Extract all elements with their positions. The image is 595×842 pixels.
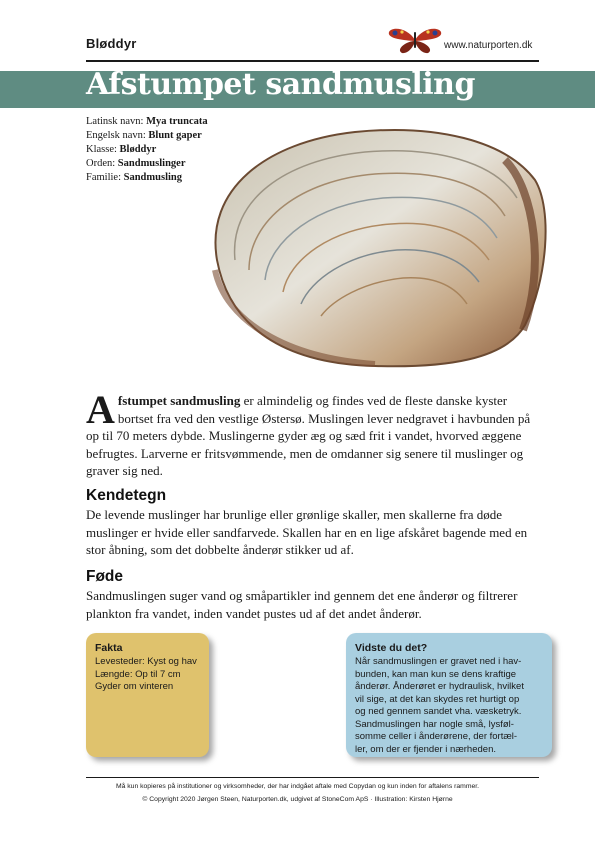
taxonomy-list <box>86 115 208 185</box>
footer-copyright: © Copyright 2020 Jørgen Steen, Naturporten.dk, udgivet af StoneCom ApS · Illustration: Kirsten Hjørne <box>142 796 453 803</box>
butterfly-logo-icon <box>386 26 444 54</box>
taxonomy-row-latin: Latinsk navn: Mya truncata <box>86 116 208 127</box>
fakta-line: Længde: Op til 7 cm <box>95 668 181 680</box>
vidste-line: somme celler i ånderørene, der fortæl- <box>355 731 518 742</box>
vidste-line: ånderør. Ånderøret er hydraulisk, hvilket <box>355 681 524 692</box>
taxonomy-row-family: Familie: Sandmusling <box>86 172 182 183</box>
vidste-body <box>355 656 545 756</box>
intro-paragraph <box>86 387 541 480</box>
paragraph-kendetegn: De levende muslinger har brunlige eller grønlige skaller, men skallerne fra døde muslinger er hvide eller sandfarvede. Skallen har en en lige afskåret bagende med en stor åbning, som det dobbelte ånderør stikker ud af. <box>86 507 528 557</box>
fakta-title: Fakta <box>95 642 123 654</box>
vidste-line: ler, om der er fjender i nærheden. <box>355 743 496 755</box>
vidste-line: Når sandmuslingen er gravet ned i hav- <box>355 656 522 667</box>
vidste-line: og ned gennem sandet vha. væsketryk. <box>355 706 522 717</box>
heading-kendetegn: Kendetegn <box>86 487 167 504</box>
drop-cap: A <box>86 387 115 432</box>
taxonomy-row-class: Klasse: Bløddyr <box>86 144 157 155</box>
taxonomy-row-order: Orden: Sandmuslinger <box>86 158 186 169</box>
vidste-line: bunden, kan man kun se dens kraftige <box>355 668 517 680</box>
header-divider <box>86 60 539 62</box>
page-title: Afstumpet sandmusling <box>86 67 475 102</box>
fakta-line: Levesteder: Kyst og hav <box>95 656 197 667</box>
vidste-line: vil sige, at det kan skydes ret hurtigt op <box>355 693 520 705</box>
shell-illustration <box>205 120 555 372</box>
intro-bold-lead: fstumpet sandmusling <box>117 393 241 408</box>
fakta-box <box>86 633 209 757</box>
site-url: www.naturporten.dk <box>444 40 533 51</box>
vidste-title: Vidste du det? <box>355 642 428 654</box>
vidste-box <box>346 633 552 757</box>
footer-divider <box>86 777 539 778</box>
paragraph-foede: Sandmuslingen suger vand og småpartikler ind gennem det ene ånderør og filtrerer plankton fra vandet, inden vandet pustes ud af det andet ånderør. <box>86 588 518 621</box>
fakta-body <box>95 656 197 694</box>
taxonomy-row-english: Engelsk navn: Blunt gaper <box>86 130 202 141</box>
heading-foede: Føde <box>86 568 124 585</box>
fakta-line: Gyder om vinteren <box>95 681 174 692</box>
footer-license: Må kun kopieres på institutioner og virksomheder, der har indgået aftale med Copydan og kun inden for aftalens rammer. <box>115 783 480 790</box>
category-label: Bløddyr <box>86 36 137 51</box>
intro-text: er almindelig og findes ved de fleste danske kyster bortset fra ved den vestlige Østersø. Muslingen lever nedgravet i havbunden på op til 70 meters dybde. Muslingerne gyder æg og sæd frit i vandet, hvorved æggene befrugtes. Larverne er fritsvømmende, men de omdanner sig senere til muslinger og graver sig ned. <box>86 393 531 478</box>
vidste-line: Sandmuslingen har nogle små, lysføl- <box>355 718 514 730</box>
